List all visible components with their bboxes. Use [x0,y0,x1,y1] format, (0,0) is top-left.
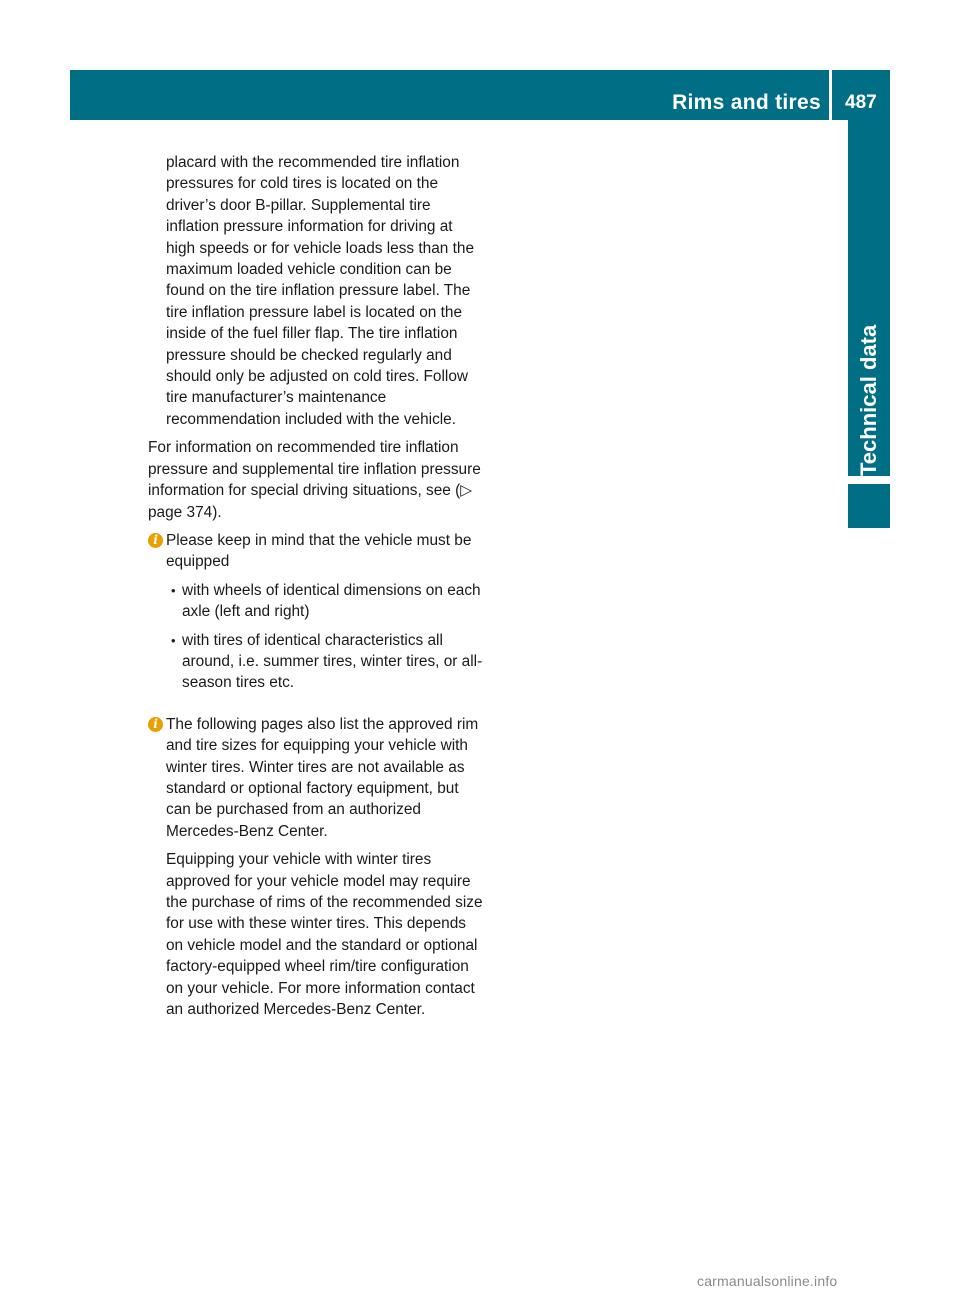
note-winter-tires-text-2: Equipping your vehicle with winter tires approved for your vehicle model may require the purchase of rims of the recommended size for use with these winter tires. This depends on vehicle model and the standard or optional factory-equipped wheel rim/tire configuration on your vehicle. For more information contact an authorized Mercedes-Benz Center. [166,851,483,1019]
paragraph-placard: placard with the recommended tire inflation pressures for cold tires is located on the driver’s door B-pillar. Supplemental tire inflation pressure information for driving at high speeds or for vehicle loads less than the maximum loaded vehicle condition can be found on the tire inflation pressure label. The tire inflation pressure label is located on the inside of the fuel filler flap. The tire inflation pressure should be checked regularly and should only be adjusted on cold tires. Follow tire manufacturer’s maintenance recommendation included with the vehicle. [166,154,475,428]
note-winter-tires-text: The following pages also list the approved rim and tire sizes for equipping your vehicle with winter tires. Winter tires are not available as standard or optional factory equipment, but can be purchased from an authorized Mercedes-Benz Center. [166,715,479,840]
page-number: 487 [845,92,877,113]
watermark: carmanualsonline.info [697,1273,838,1289]
info-icon: i [148,533,163,548]
content-column [148,152,484,1020]
list-item-text: with wheels of identical dimensions on each axle (left and right) [182,581,481,621]
paragraph-info-reference: For information on recommended tire inflation pressure and supplemental tire inflation pressure information for special driving situations, see (▷ page 374). [148,439,481,521]
header-divider [829,70,832,120]
side-tab-label: Technical data [856,324,881,476]
bullet-icon: • [171,582,176,598]
note-winter-tires [148,714,484,1021]
side-square-marker [848,484,890,528]
list-item-text: with tires of identical characteristics all around, i.e. summer tires, winter tires, or all-season tires etc. [182,631,483,692]
info-icon: i [148,717,163,732]
side-tab-gap [848,476,890,484]
note-equipment [148,530,484,573]
section-title: Rims and tires [672,91,821,114]
list-item [148,580,484,623]
bullet-icon: • [171,632,176,648]
list-item [148,630,484,694]
note-equipment-text: Please keep in mind that the vehicle must be equipped [166,531,472,571]
